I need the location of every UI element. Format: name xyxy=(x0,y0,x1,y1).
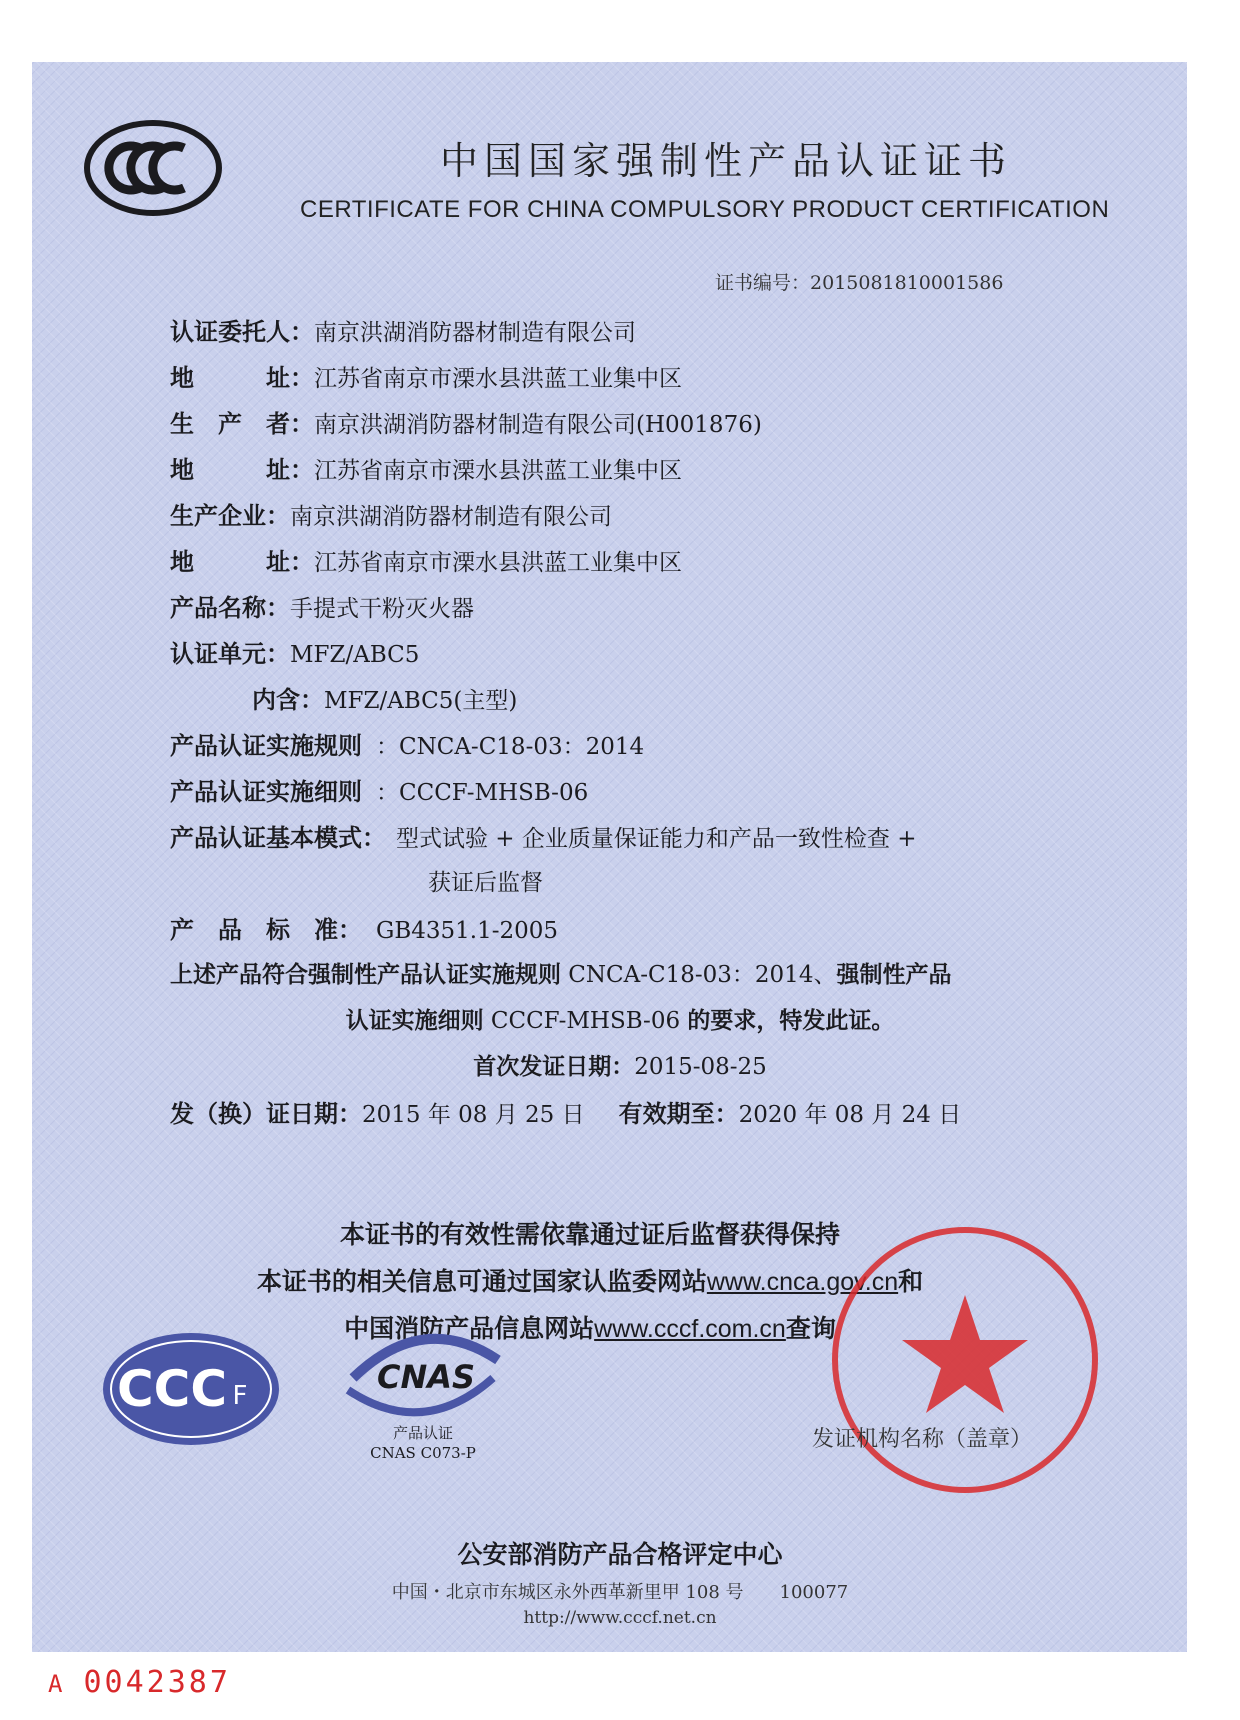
cnas-logo-icon xyxy=(338,1320,508,1420)
field-row: 认证单元：MFZ/ABC5 xyxy=(170,640,420,668)
rules-row: 产品认证实施规则 ：CNCA-C18-03：2014 xyxy=(170,732,645,760)
field-row: 地 址：江苏省南京市溧水县洪蓝工业集中区 xyxy=(170,364,682,392)
mode-row: 产品认证基本模式： 型式试验 + 企业质量保证能力和产品一致性检查 + xyxy=(170,824,917,852)
issue-date-row: 发（换）证日期：2015 年 08 月 25 日 有效期至：2020 年 08 月 24 日 xyxy=(170,1100,962,1128)
official-seal-icon xyxy=(820,1215,1110,1505)
certificate-number: 证书编号：2015081810001586 xyxy=(715,272,1004,294)
cccf-logo-text: CCC xyxy=(116,1360,228,1418)
title-chinese: 中国国家强制性产品认证证书 xyxy=(440,139,1013,183)
cccf-logo-icon xyxy=(100,1330,282,1448)
issuing-organization: 公安部消防产品合格评定中心 xyxy=(457,1540,783,1569)
ccc-logo-icon xyxy=(82,118,224,218)
organization-url: http://www.cccf.net.cn xyxy=(523,1608,717,1628)
serial-number: A 0042387 xyxy=(48,1665,231,1700)
field-row: 认证委托人：南京洪湖消防器材制造有限公司 xyxy=(170,318,636,346)
field-row: 生 产 者：南京洪湖消防器材制造有限公司(H001876) xyxy=(170,410,762,438)
cccf-logo-f: F xyxy=(232,1381,248,1411)
title-english: CERTIFICATE FOR CHINA COMPULSORY PRODUCT CERTIFICATION xyxy=(300,196,1110,223)
first-issue-date: 首次发证日期：2015-08-25 xyxy=(473,1054,767,1080)
field-row: 地 址：江苏省南京市溧水县洪蓝工业集中区 xyxy=(170,456,682,484)
info-notice-2: 中国消防产品信息网站www.cccf.com.cn查询 xyxy=(344,1314,836,1343)
mode-row-continued: 获证后监督 xyxy=(428,870,543,896)
field-row: 地 址：江苏省南京市溧水县洪蓝工业集中区 xyxy=(170,548,682,576)
info-notice-1: 本证书的相关信息可通过国家认监委网站www.cnca.gov.cn和 xyxy=(256,1267,924,1296)
organization-address: 中国・北京市东城区永外西革新里甲 108 号 100077 xyxy=(391,1582,849,1603)
details-row: 产品认证实施细则 ：CCCF-MHSB-06 xyxy=(170,778,589,806)
standard-row: 产 品 标 准： GB4351.1-2005 xyxy=(170,916,559,944)
issuer-label: 发证机构名称（盖章） xyxy=(812,1427,1033,1452)
cnas-logo-text: CNAS xyxy=(376,1358,476,1396)
field-row: 生产企业：南京洪湖消防器材制造有限公司 xyxy=(170,502,612,530)
conformity-line-1: 上述产品符合强制性产品认证实施规则 CNCA-C18-03：2014、强制性产品 xyxy=(170,962,952,988)
validity-notice: 本证书的有效性需依靠通过证后监督获得保持 xyxy=(339,1220,840,1249)
cnas-subtitle-1: 产品认证 xyxy=(392,1424,453,1442)
included-row: 内含：MFZ/ABC5(主型) xyxy=(252,686,518,714)
field-row: 产品名称：手提式干粉灭火器 xyxy=(170,594,474,622)
conformity-line-2: 认证实施细则 CCCF-MHSB-06 的要求，特发此证。 xyxy=(345,1008,895,1034)
cnas-subtitle-2: CNAS C073-P xyxy=(370,1444,476,1462)
cccf-link[interactable]: www.cccf.com.cn xyxy=(594,1315,786,1343)
cnca-link[interactable]: www.cnca.gov.cn xyxy=(706,1268,899,1296)
